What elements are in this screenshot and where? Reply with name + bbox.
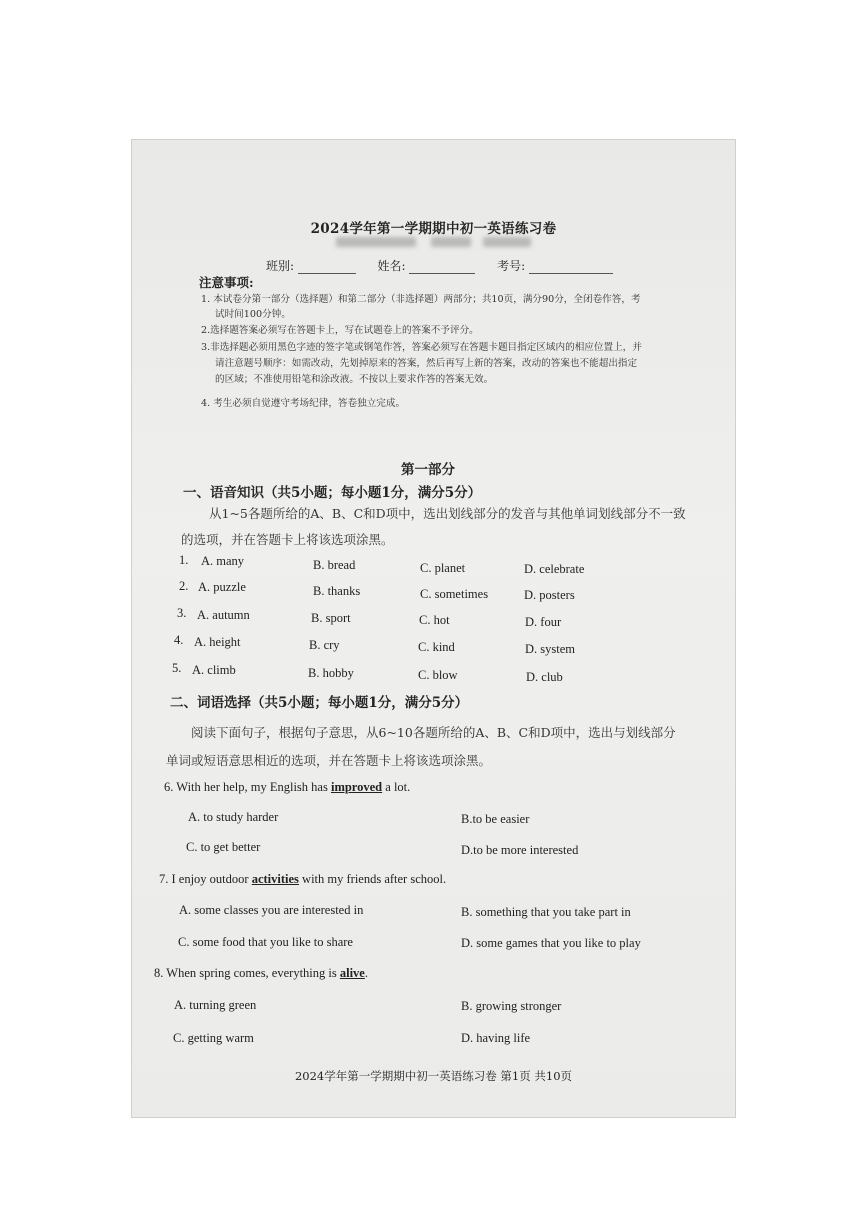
- exam-paper-photo: [131, 139, 736, 1118]
- question-stem: 8. When spring comes, everything is alive.: [154, 966, 368, 980]
- name-blank: [409, 261, 475, 274]
- option-c: C. planet: [420, 561, 466, 575]
- section-instruction: 的选项，并在答题卡上将该选项涂黑。: [181, 532, 394, 547]
- section-instruction: 阅读下面句子，根据句子意思，从6~10各题所给的A、B、C和D项中，选出与划线部分: [191, 725, 676, 740]
- option-c: C. hot: [419, 613, 450, 627]
- option-b: B. hobby: [308, 666, 354, 680]
- underlined-keyword: alive: [339, 966, 365, 980]
- notice-line: 的区域；不准使用铅笔和涂改液。不按以上要求作答的答案无效。: [215, 374, 494, 385]
- notice-heading: 注意事项:: [199, 275, 254, 290]
- student-info-row: [266, 257, 613, 274]
- option-b: B.to be easier: [461, 812, 530, 826]
- question-stem: 6. With her help, my English has improved a lot.: [164, 780, 411, 794]
- section-instruction: 从1~5各题所给的A、B、C和D项中，选出划线部分的发音与其他单词划线部分不一致: [209, 506, 686, 521]
- notice-line: 4. 考生必须自觉遵守考场纪律，答卷独立完成。: [201, 398, 406, 409]
- underlined-keyword: activities: [251, 872, 299, 886]
- option-d: D.to be more interested: [461, 843, 579, 857]
- question-number: 3.: [177, 606, 187, 620]
- option-c: C. kind: [418, 640, 455, 654]
- notice-line: 试时间100分钟。: [215, 309, 291, 320]
- option-b: B. growing stronger: [461, 999, 562, 1013]
- option-d: D. club: [526, 670, 563, 684]
- section-instruction: 单词或短语意思相近的选项，并在答题卡上将该选项涂黑。: [166, 753, 492, 768]
- section-heading-vocabulary: 二、词语选择（共5小题；每小题1分，满分5分）: [170, 695, 469, 711]
- page-footer: 2024学年第一学期期中初一英语练习卷 第1页 共10页: [294, 1069, 573, 1083]
- option-c: C. some food that you like to share: [178, 935, 353, 949]
- question-number: 4.: [174, 633, 184, 647]
- question-number: 1.: [179, 553, 189, 567]
- notice-line: 1. 本试卷分第一部分（选择题）和第二部分（非选择题）两部分；共10页，满分90分，全闭卷作答，考: [201, 294, 641, 305]
- underlined-keyword: improved: [330, 780, 383, 794]
- option-a: A. some classes you are interested in: [179, 903, 364, 917]
- exam-no-blank: [529, 261, 613, 274]
- option-a: A. puzzle: [198, 580, 246, 594]
- option-a: A. height: [194, 635, 241, 649]
- option-d: D. posters: [524, 588, 575, 602]
- option-c: C. sometimes: [420, 587, 489, 601]
- option-d: D. some games that you like to play: [461, 936, 641, 950]
- option-a: A. climb: [192, 663, 236, 677]
- option-b: B. thanks: [313, 584, 361, 598]
- option-b: B. something that you take part in: [461, 905, 631, 919]
- option-d: D. celebrate: [524, 562, 585, 576]
- option-a: A. turning green: [174, 998, 257, 1012]
- section-heading-phonetics: 一、语音知识（共5小题；每小题1分，满分5分）: [183, 485, 482, 501]
- notice-line: 2.选择题答案必须写在答题卡上，写在试题卷上的答案不予评分。: [201, 325, 479, 336]
- option-c: C. getting warm: [173, 1031, 254, 1045]
- option-a: A. to study harder: [188, 810, 279, 824]
- class-label: 班别:: [266, 259, 295, 273]
- option-c: C. blow: [418, 668, 458, 682]
- class-blank: [298, 261, 356, 274]
- notice-line: 3.非选择题必须用黑色字迹的签字笔或钢笔作答，答案必须写在答题卡题目指定区域内的相应位置上，并: [201, 342, 642, 353]
- exam-title: 2024学年第一学期期中初一英语练习卷: [310, 221, 557, 237]
- name-label: 姓名:: [377, 259, 406, 273]
- exam-no-label: 考号:: [497, 259, 526, 273]
- question-number: 2.: [179, 579, 189, 593]
- option-b: B. bread: [313, 558, 356, 572]
- question-number: 5.: [172, 661, 182, 675]
- option-b: B. sport: [311, 611, 351, 625]
- notice-line: 请注意题号顺序：如需改动，先划掉原来的答案，然后再写上新的答案，改动的答案也不能超出指定: [215, 358, 638, 369]
- part-one-title: 第一部分: [401, 462, 455, 478]
- option-a: A. autumn: [197, 608, 250, 622]
- option-c: C. to get better: [186, 840, 261, 854]
- option-d: D. having life: [461, 1031, 531, 1045]
- option-a: A. many: [201, 554, 245, 568]
- option-d: D. four: [525, 615, 562, 629]
- option-b: B. cry: [309, 638, 340, 652]
- question-stem: 7. I enjoy outdoor activities with my friends after school.: [159, 872, 447, 886]
- option-d: D. system: [525, 642, 575, 656]
